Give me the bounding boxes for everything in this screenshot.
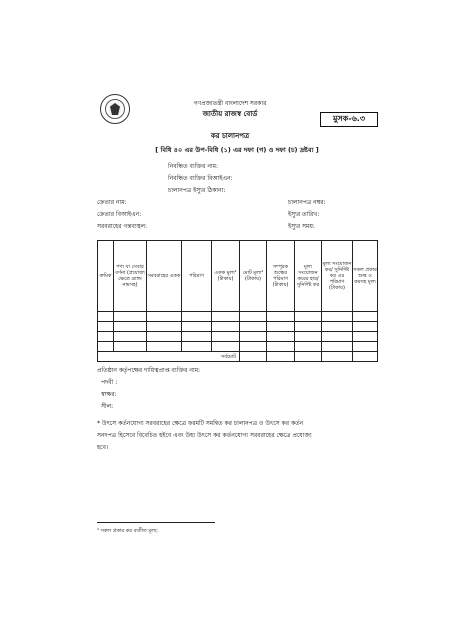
issue-address-label: চালানপত্র ইস্যুর ঠিকানা: <box>168 187 226 194</box>
designation-label: পদবী : <box>101 379 118 386</box>
board-name: জাতীয় রাজস্ব বোর্ড <box>202 110 258 118</box>
form-code-box: মুসক-৬.৩ <box>320 112 378 127</box>
col-vat-rate: মূল্য সংযোজন করের হার/ সুনির্দিষ্ট কর <box>295 241 322 312</box>
col-supplementary-duty: সম্পূরক শুল্কের পরিমাণ (টাকায়) <box>267 241 295 312</box>
note-line-1: * উৎসে কর্তনযোগ্য সরবরাহের ক্ষেত্রে ফরমটি সমন্বিত কর চালানপত্র ও উৎসে কর কর্তন <box>97 420 304 427</box>
invoice-table <box>97 240 378 362</box>
col-quantity: পরিমাণ <box>182 241 212 312</box>
footnote-divider <box>97 522 215 523</box>
table-row <box>98 332 378 342</box>
footnote: ¹ সকল প্রকার কর ব্যতীত মূল্য; <box>97 528 158 534</box>
table-row <box>98 312 378 322</box>
rule-reference: [ বিধি ৪০ এর উপ-বিধি (১) এর দফা (গ) ও দফা (চ) দ্রষ্টব্য ] <box>155 146 319 154</box>
signature-label: স্বাক্ষর: <box>101 391 117 398</box>
col-total-price: মোট মূল্য¹ (টাকায়) <box>240 241 267 312</box>
registrant-bin-label: নিবন্ধিত ব্যক্তির বিআইএন: <box>168 175 233 182</box>
table-row <box>98 322 378 332</box>
buyer-name-label: ক্রেতার নাম: <box>97 199 127 206</box>
col-vat-amount: মূল্য সংযোজন কর/ সুনির্দিষ্ট কর এর পরিমাণ (টাকায়) <box>322 241 353 312</box>
buyer-bin-label: ক্রেতার বিআইএন: <box>97 211 142 218</box>
invoice-number-label: চালানপত্র নম্বর: <box>288 199 326 206</box>
col-grand-price: সকল প্রকার শুল্ক ও করসহ মূল্য <box>353 241 378 312</box>
total-label: সর্বমোট <box>98 352 240 362</box>
col-unit: সরবরাহের একক <box>147 241 182 312</box>
issue-time-label: ইস্যুর সময়: <box>288 223 315 230</box>
form-title: কর চালানপত্র <box>210 132 250 140</box>
table-total-row <box>98 352 378 362</box>
note-line-2: সনদপত্র হিসেবে বিবেচিত হইবে এবং উহা উৎসে কর কর্তনযোগ্য সরবরাহের ক্ষেত্রে প্রযোজ্য <box>97 432 312 439</box>
issue-date-label: ইস্যুর তারিখ: <box>288 211 320 218</box>
gov-line: গণপ্রজাতন্ত্রী বাংলাদেশ সরকার <box>193 100 267 107</box>
seal-label: সীল: <box>101 403 114 410</box>
signatory-heading: প্রতিষ্ঠান কর্তৃপক্ষের দায়িত্বপ্রাপ্ত ব্যক্তির নাম: <box>97 367 201 374</box>
col-unit-price: একক মূল্য¹ (টাকায়) <box>212 241 240 312</box>
col-description: পণ্য বা সেবার বর্ণনা (প্রযোজ্য ক্ষেত্রে ব্র্যান্ড নামসহ) <box>114 241 147 312</box>
destination-label: সরবরাহের গন্তব্যস্থল: <box>97 223 148 230</box>
note-line-3: হবে। <box>97 444 109 451</box>
table-row <box>98 342 378 352</box>
nbr-logo <box>100 94 130 124</box>
table-header-row <box>98 241 378 312</box>
registrant-name-label: নিবন্ধিত ব্যক্তির নাম: <box>168 163 219 170</box>
col-serial: ক্রমিক <box>98 241 114 312</box>
